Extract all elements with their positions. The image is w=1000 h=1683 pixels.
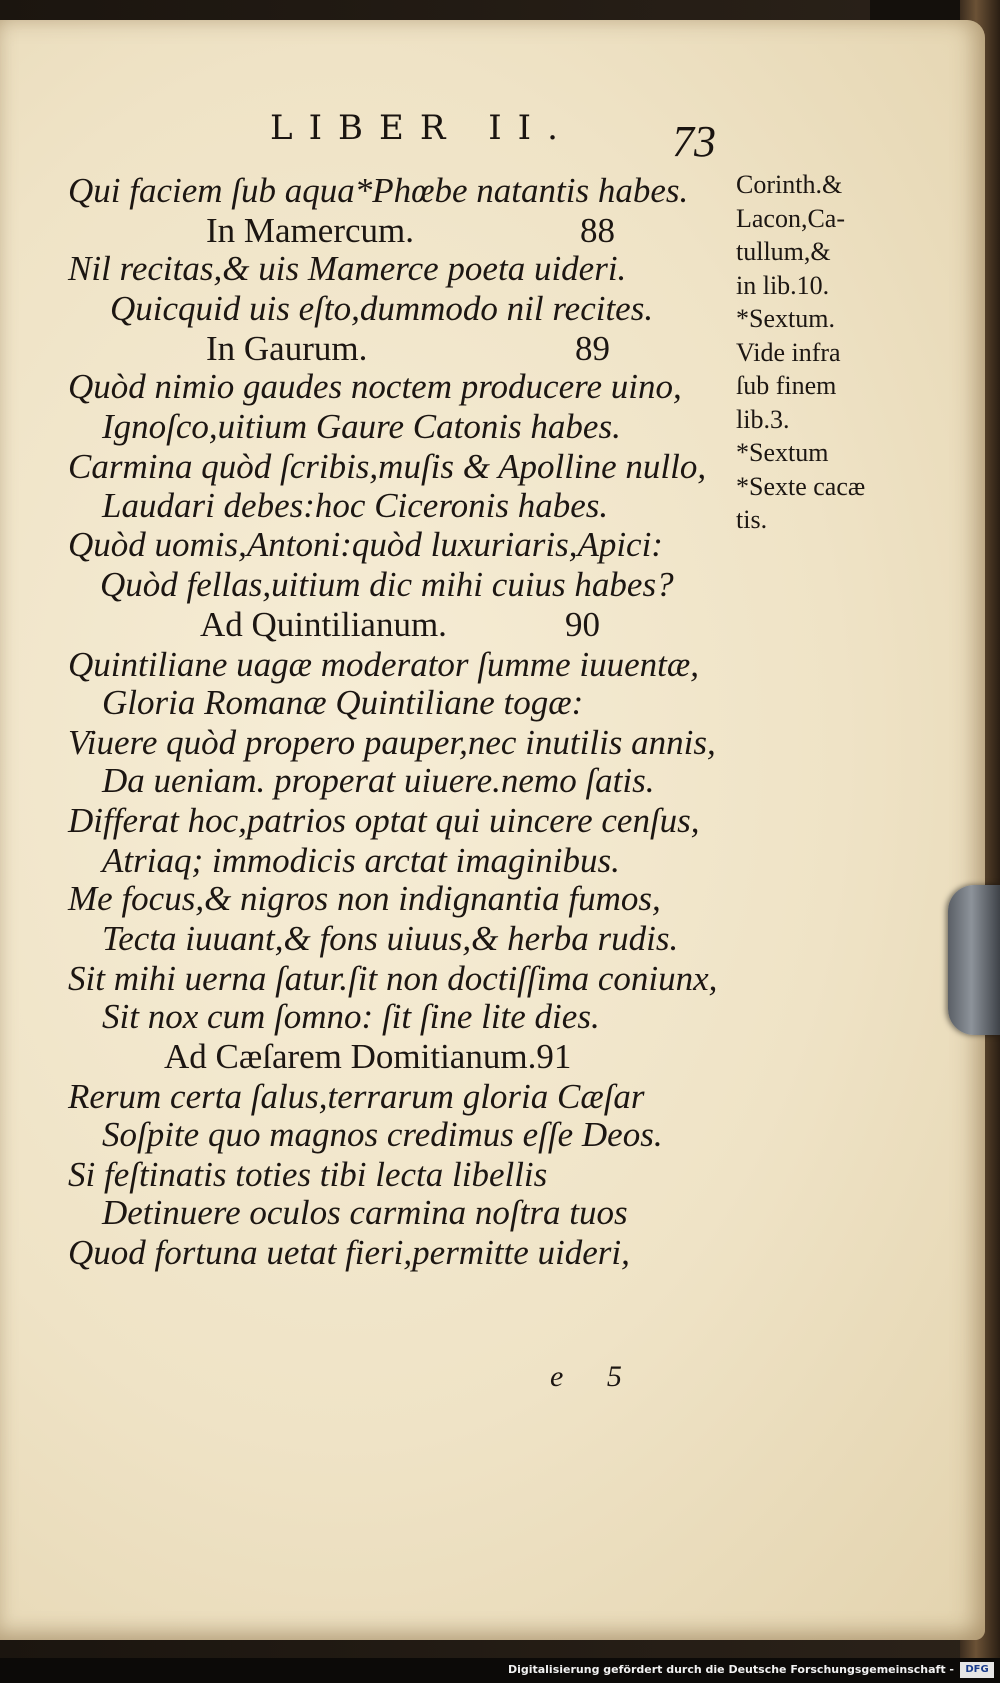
epigram-heading: Ad Quintilianum.	[200, 605, 447, 644]
epigram-number: 89	[575, 329, 610, 368]
margin-notes	[736, 168, 916, 537]
verse-line: Nil recitas,& uis Mamerce poeta uideri.	[68, 249, 627, 288]
verse-line: Detinuere oculos carmina noſtra tuos	[102, 1193, 628, 1232]
verse-line: Laudari debes:hoc Ciceronis habes.	[102, 486, 609, 525]
signature-mark: e 5	[550, 1360, 640, 1393]
verse-line: Carmina quòd ſcribis,muſis & Apolline nullo,	[68, 447, 707, 486]
margin-note-line: Corinth.&	[736, 170, 843, 199]
verse-line: Soſpite quo magnos credimus eſſe Deos.	[102, 1115, 663, 1154]
margin-note-line: *Sexte cacæ	[736, 471, 866, 501]
verse-line: Da ueniam. properat uiuere.nemo ſatis.	[102, 761, 655, 800]
epigram-heading: In Gaurum.	[206, 329, 368, 368]
margin-note-line: tullum,&	[736, 237, 831, 266]
funding-credit: Digitalisierung gefördert durch die Deutsche Forschungsgemeinschaft -	[507, 1663, 954, 1676]
verse-line: Sit nox cum ſomno: ſit ſine lite dies.	[102, 997, 600, 1036]
verse-line: Quod fortuna uetat fieri,permitte uideri,	[68, 1233, 630, 1272]
verse-line: Me focus,& nigros non indignantia fumos,	[68, 879, 661, 918]
book-page	[0, 20, 985, 1640]
footer-bar	[0, 1658, 1000, 1683]
epigram-number: 90	[565, 605, 600, 644]
verse-line: Differat hoc,patrios optat qui uincere cenſus,	[68, 801, 700, 840]
page-clip-tab	[948, 885, 1000, 1035]
margin-note-line: Vide infra	[736, 337, 841, 367]
verse-line: Atriaq; immodicis arctat imaginibus.	[102, 841, 620, 880]
verse-line: Quicquid uis eſto,dummodo nil recites.	[110, 289, 654, 328]
epigram-heading: Ad Cæſarem Domitianum.91	[164, 1037, 572, 1076]
margin-note-line: Lacon,Ca-	[736, 203, 846, 233]
verse-line: Tecta iuuant,& fons uiuus,& herba rudis.	[102, 919, 679, 958]
page-number: 73	[672, 117, 716, 166]
verse-line: Qui faciem ſub aqua*Phœbe natantis habes.	[68, 171, 689, 210]
verse-line: Quòd uomis,Antoni:quòd luxuriaris,Apici:	[68, 525, 663, 564]
margin-note-line: lib.3.	[736, 404, 790, 434]
verse-line: Quintiliane uagæ moderator ſumme iuuentæ,	[68, 645, 699, 684]
dfg-logo: DFG	[960, 1662, 994, 1678]
margin-note-line: in lib.10.	[736, 270, 830, 300]
verse-line: Quòd fellas,uitium dic mihi cuius habes?	[100, 565, 674, 604]
verse-line: Viuere quòd propero pauper,nec inutilis annis,	[68, 723, 716, 762]
verse-line: Ignoſco,uitium Gaure Catonis habes.	[102, 407, 621, 446]
margin-note-line: ſub finem	[736, 371, 837, 400]
margin-note-line: tis.	[736, 505, 768, 534]
verse-line: Quòd nimio gaudes noctem producere uino,	[68, 367, 682, 406]
margin-note-line: *Sextum	[736, 438, 829, 467]
epigram-heading: In Mamercum.	[206, 211, 414, 250]
verse-line: Sit mihi uerna ſatur.ſit non doctiſſima coniunx,	[68, 959, 718, 998]
running-header: LIBER II.	[270, 108, 574, 148]
verse-line: Rerum certa ſalus,terrarum gloria Cæſar	[68, 1077, 645, 1116]
verse-line: Si feſtinatis toties tibi lecta libellis	[68, 1155, 548, 1194]
margin-note-line: *Sextum.	[736, 304, 835, 333]
epigram-number: 88	[580, 211, 615, 250]
verse-line: Gloria Romanæ Quintiliane togæ:	[102, 683, 584, 722]
